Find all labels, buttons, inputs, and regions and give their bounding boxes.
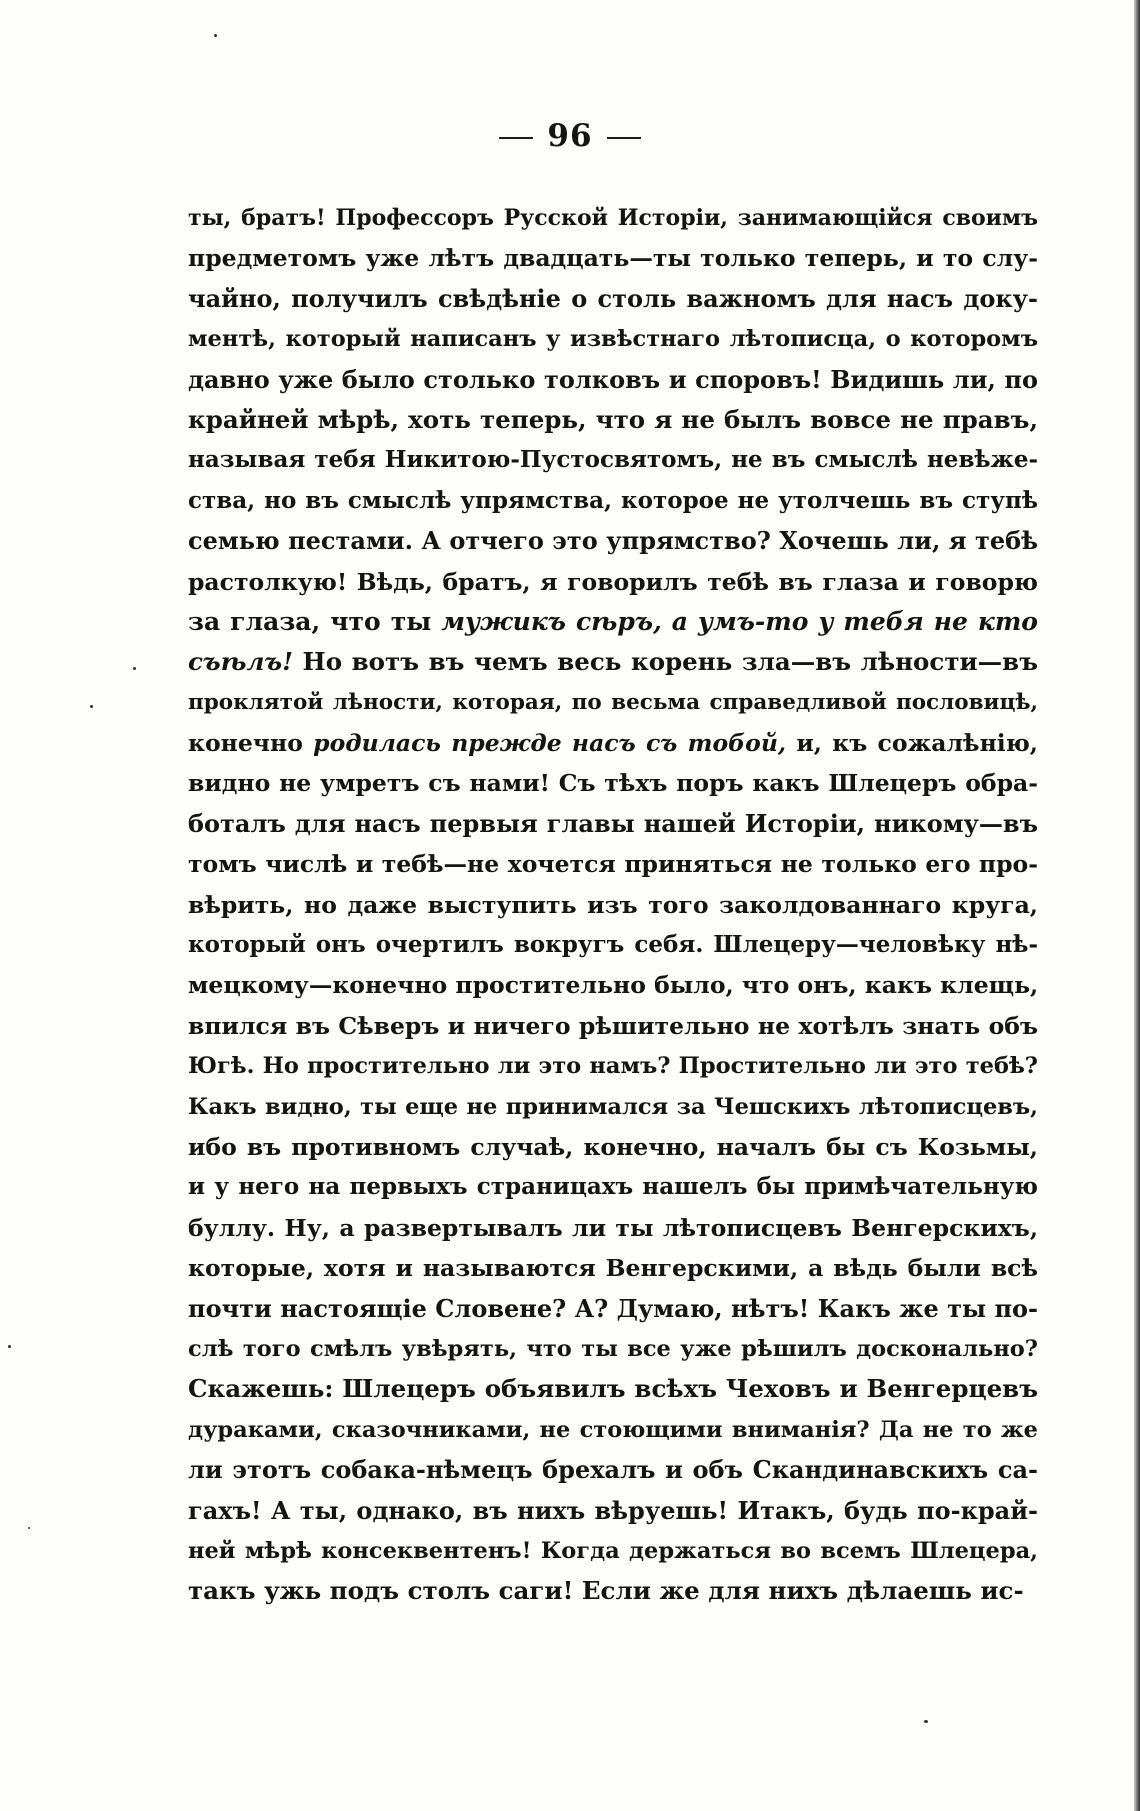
text-segment: семью пестами. А отчего это упрямство? Хочешь ли, я тебѣ	[188, 526, 1038, 556]
text-segment: растолкую! Вѣдь, братъ, я говорилъ тебѣ въ глаза и говорю	[188, 567, 1038, 596]
text-line	[188, 360, 1038, 400]
page-edge-shadow	[1134, 0, 1140, 1811]
text-line	[188, 1369, 1038, 1409]
text-segment: конечно	[188, 729, 314, 758]
text-line	[188, 885, 1038, 925]
text-line	[188, 925, 1038, 965]
text-segment: давно уже было столько толковъ и споровъ! Видишь ли, по	[188, 364, 1038, 394]
text-segment: дураками, сказочниками, не стоющими вниманія? Да не то же	[188, 1416, 1038, 1443]
text-segment: ней мѣрѣ консеквентенъ! Когда держаться во всемъ Шлецера,	[188, 1537, 1038, 1564]
text-line	[188, 1006, 1038, 1046]
text-line	[188, 965, 1038, 1005]
text-segment: называя тебя Никитою-Пустосвятомъ, не въ смыслѣ невѣже-	[188, 446, 1038, 474]
text-line	[188, 1571, 1038, 1611]
text-line	[188, 804, 1038, 844]
text-segment: томъ числѣ и тебѣ—не хочется приняться не только его про-	[188, 850, 1038, 879]
text-segment: ты, братъ! Профессоръ Русской Исторіи, занимающійся своимъ	[188, 205, 1038, 231]
text-segment: гахъ! А ты, однако, въ нихъ вѣруешь! Итакъ, будь по-край-	[188, 1495, 1038, 1525]
text-line	[188, 1531, 1038, 1571]
text-segment: видно не умретъ съ нами! Съ тѣхъ поръ какъ Шлецеръ обра-	[188, 769, 1038, 798]
italic-text-segment: родилась прежде насъ съ тобой,	[313, 729, 787, 758]
text-line	[188, 683, 1038, 723]
print-speck	[8, 1345, 11, 1348]
text-segment: крайней мѣрѣ, хоть теперь, что я не былъ вовсе не правъ,	[188, 404, 1038, 434]
text-line	[188, 1289, 1038, 1329]
print-speck	[90, 705, 93, 708]
text-line	[188, 198, 1038, 238]
print-speck	[924, 1720, 928, 1723]
text-line	[188, 763, 1038, 803]
page-header	[0, 118, 1140, 154]
italic-text-segment: мужикъ сѣръ, а умъ-то у тебя не кто	[441, 606, 1038, 636]
text-line	[188, 1127, 1038, 1167]
text-line	[188, 1329, 1038, 1369]
text-line	[188, 481, 1038, 521]
text-segment: за глаза, что ты	[188, 606, 442, 636]
text-line	[188, 400, 1038, 440]
text-segment: буллу. Ну, а развертывалъ ли ты лѣтописцевъ Венгерскихъ,	[188, 1213, 1038, 1242]
text-segment: ства, но въ смыслѣ упрямства, которое не утолчешь въ ступѣ	[188, 486, 1038, 514]
text-line	[188, 319, 1038, 359]
body-text	[188, 198, 1038, 1612]
text-line	[188, 1248, 1038, 1288]
page-number: 96	[547, 118, 593, 154]
text-line	[188, 844, 1038, 884]
text-line	[188, 1087, 1038, 1127]
text-line	[188, 1208, 1038, 1248]
text-line	[188, 440, 1038, 480]
text-segment: мецкому—конечно простительно было, что онъ, какъ клещь,	[188, 971, 1038, 1000]
text-line	[188, 279, 1038, 319]
text-line	[188, 1046, 1038, 1086]
text-segment: Скажешь: Шлецеръ объявилъ всѣхъ Чеховъ и Венгерцевъ	[188, 1374, 1038, 1404]
header-dash-left	[499, 137, 533, 139]
print-speck	[214, 34, 217, 37]
text-line	[188, 723, 1038, 763]
text-line	[188, 642, 1038, 682]
text-segment: Но вотъ въ чемъ весь корень зла—въ лѣности—въ	[292, 647, 1038, 677]
text-line	[188, 1167, 1038, 1207]
text-line	[188, 1491, 1038, 1531]
print-speck	[133, 667, 136, 670]
text-line	[188, 1450, 1038, 1490]
text-segment: которые, хотя и называются Венгерскими, а вѣдь были всѣ	[188, 1254, 1038, 1283]
text-segment: ли этотъ собака-нѣмецъ брехалъ и объ Скандинавскихъ са-	[188, 1455, 1038, 1485]
print-speck	[28, 1527, 30, 1529]
text-segment: ибо въ противномъ случаѣ, конечно, началъ бы съ Козьмы,	[188, 1132, 1038, 1161]
text-segment: впился въ Сѣверъ и ничего рѣшительно не хотѣлъ знать объ	[188, 1011, 1038, 1040]
text-line	[188, 562, 1038, 602]
text-segment: ментѣ, который написанъ у извѣстнаго лѣтописца, о которомъ	[188, 326, 1038, 353]
text-line	[188, 602, 1038, 642]
text-segment: слѣ того смѣлъ увѣрять, что ты все уже рѣшилъ досконально?	[188, 1335, 1038, 1362]
text-line	[188, 238, 1038, 278]
header-dash-right	[607, 137, 641, 139]
text-segment: и у него на первыхъ страницахъ нашелъ бы примѣчательную	[188, 1173, 1038, 1201]
text-segment: и, къ сожалѣнію,	[786, 729, 1038, 758]
text-segment: предметомъ уже лѣтъ двадцать—ты только теперь, и то слу-	[188, 244, 1038, 273]
text-segment: почти настоящіе Словене? А? Думаю, нѣтъ! Какъ же ты по-	[188, 1293, 1038, 1323]
text-line	[188, 1410, 1038, 1450]
text-segment: боталъ для насъ первыя главы нашей Исторіи, никому—въ	[188, 808, 1038, 838]
text-segment: который онъ очертилъ вокругъ себя. Шлецеру—человѣку нѣ-	[188, 931, 1038, 959]
italic-text-segment: съѣлъ!	[188, 647, 293, 677]
text-segment: такъ ужь подъ столъ саги! Если же для нихъ дѣлаешь ис-	[188, 1576, 1024, 1606]
text-line	[188, 521, 1038, 561]
text-segment: вѣрить, но даже выступить изъ того заколдованнаго круга,	[188, 890, 1038, 919]
text-segment: чайно, получилъ свѣдѣніе о столь важномъ для насъ доку-	[188, 283, 1038, 313]
text-segment: проклятой лѣности, которая, по весьма справедливой пословицѣ,	[188, 689, 1038, 715]
text-segment: Югѣ. Но простительно ли это намъ? Простительно ли это тебѣ?	[188, 1053, 1038, 1080]
text-segment: Какъ видно, ты еще не принимался за Чешскихъ лѣтописцевъ,	[188, 1093, 1038, 1120]
